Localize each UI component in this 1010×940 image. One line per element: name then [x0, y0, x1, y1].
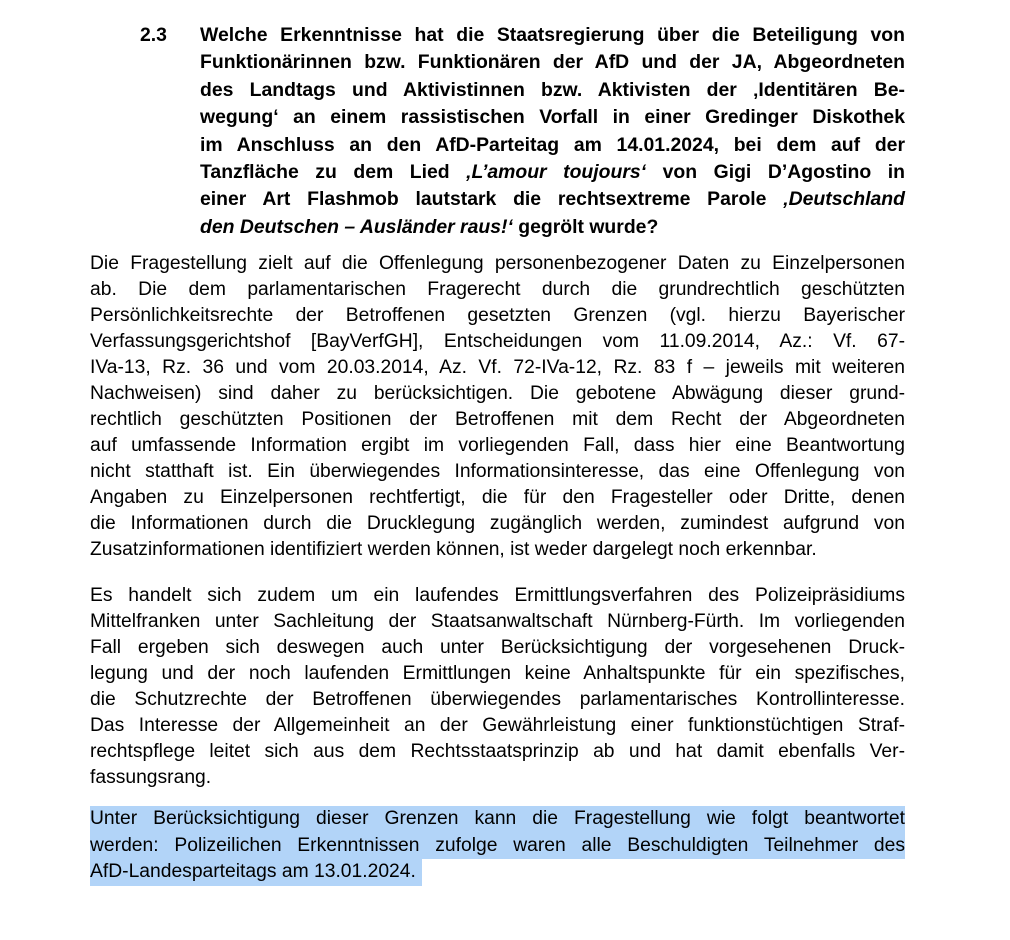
selected-text-line: werden: Polizeilichen Erkenntnissen zufolge waren alle Beschuldigten Teilnehmer des	[90, 833, 905, 860]
text-line: Es handelt sich zudem um ein laufendes Ermittlungsverfahren des Polizeipräsidiums	[90, 585, 905, 606]
text-line: Persönlichkeitsrechte der Betroffenen gesetzten Grenzen (vgl. hierzu Bayerischer	[90, 305, 905, 326]
selected-text-line: AfD-Landesparteitags am 13.01.2024.	[90, 859, 422, 886]
text-line: rechtspflege leitet sich aus dem Rechtsstaatsprinzip ab und hat damit ebenfalls Ver-	[90, 741, 905, 762]
text-line: Nachweisen) sind daher zu berücksichtigen. Die gebotene Abwägung dieser grund-	[90, 383, 905, 404]
text-line: legung und der noch laufenden Ermittlungen keine Anhaltspunkte für ein spezifisches,	[90, 663, 905, 684]
text-line: Verfassungsgerichtshof [BayVerfGH], Entscheidungen vom 11.09.2014, Az.: Vf. 67-	[90, 331, 905, 352]
text-line: die Schutzrechte der Betroffenen überwiegendes parlamentarisches Kontrollinteresse.	[90, 689, 905, 710]
text-line: Die Fragestellung zielt auf die Offenlegung personenbezogener Daten zu Einzelpersonen	[90, 253, 905, 274]
text-line: Mittelfranken unter Sachleitung der Staatsanwaltschaft Nürnberg-Fürth. Im vorliegenden	[90, 611, 905, 632]
selected-text-line: Unter Berücksichtigung dieser Grenzen kann die Fragestellung wie folgt beantwortet	[90, 806, 905, 833]
text-line: Zusatzinformationen identifiziert werden können, ist weder dargelegt noch erkennbar.	[90, 539, 817, 560]
question-line: wegung‘ an einem rassistischen Vorfall in einer Gredinger Diskothek	[200, 106, 905, 129]
text-line: Angaben zu Einzelpersonen rechtfertigt, die für den Fragesteller oder Dritte, denen	[90, 487, 905, 508]
text-line: Das Interesse der Allgemeinheit an der Gewährleistung einer funktionstüchtigen Straf-	[90, 715, 905, 736]
answer-paragraph-1[interactable]	[90, 251, 905, 563]
text-line: Fall ergeben sich deswegen auch unter Berücksichtigung der vorgesehenen Druck-	[90, 637, 905, 658]
question-line: einer Art Flashmob lautstark die rechtsextreme Parole ‚Deutschland	[200, 188, 905, 211]
text-line: rechtlich geschützten Positionen der Betroffenen mit dem Recht der Abgeordneten	[90, 409, 905, 430]
question-number: 2.3	[140, 24, 167, 46]
text-line: fassungsrang.	[90, 767, 212, 788]
text-line: die Informationen durch die Drucklegung zugänglich werden, zumindest aufgrund von	[90, 513, 905, 534]
text-line: ab. Die dem parlamentarischen Fragerecht durch die grundrechtlich geschützten	[90, 279, 905, 300]
question-line: des Landtags und Aktivistinnen bzw. Aktivisten der ‚Identitären Be-	[200, 78, 905, 101]
question-line: Tanzfläche zu dem Lied ‚L’amour toujours‘ von Gigi D’Agostino in	[200, 161, 905, 184]
text-line: IVa-13, Rz. 36 und vom 20.03.2014, Az. Vf. 72-IVa-12, Rz. 83 f – jeweils mit weiteren	[90, 357, 905, 378]
question-line: Funktionärinnen bzw. Funktionären der AfD und der JA, Abgeordneten	[200, 51, 905, 74]
answer-paragraph-2[interactable]	[90, 583, 905, 791]
question-section[interactable]	[140, 22, 906, 241]
text-line: auf umfassende Information ergibt im vorliegenden Fall, dass hier eine Beantwortung	[90, 435, 905, 456]
question-line: Welche Erkenntnisse hat die Staatsregierung über die Beteiligung von	[200, 24, 905, 46]
question-text	[200, 22, 905, 241]
question-line: im Anschluss an den AfD-Parteitag am 14.01.2024, bei dem auf der	[200, 133, 905, 156]
answer-paragraph-3-selected[interactable]	[90, 806, 905, 886]
text-line: nicht statthaft ist. Ein überwiegendes Informationsinteresse, das eine Offenlegung von	[90, 461, 905, 482]
question-line: den Deutschen – Ausländer raus!‘ gegrölt wurde?	[200, 215, 659, 238]
